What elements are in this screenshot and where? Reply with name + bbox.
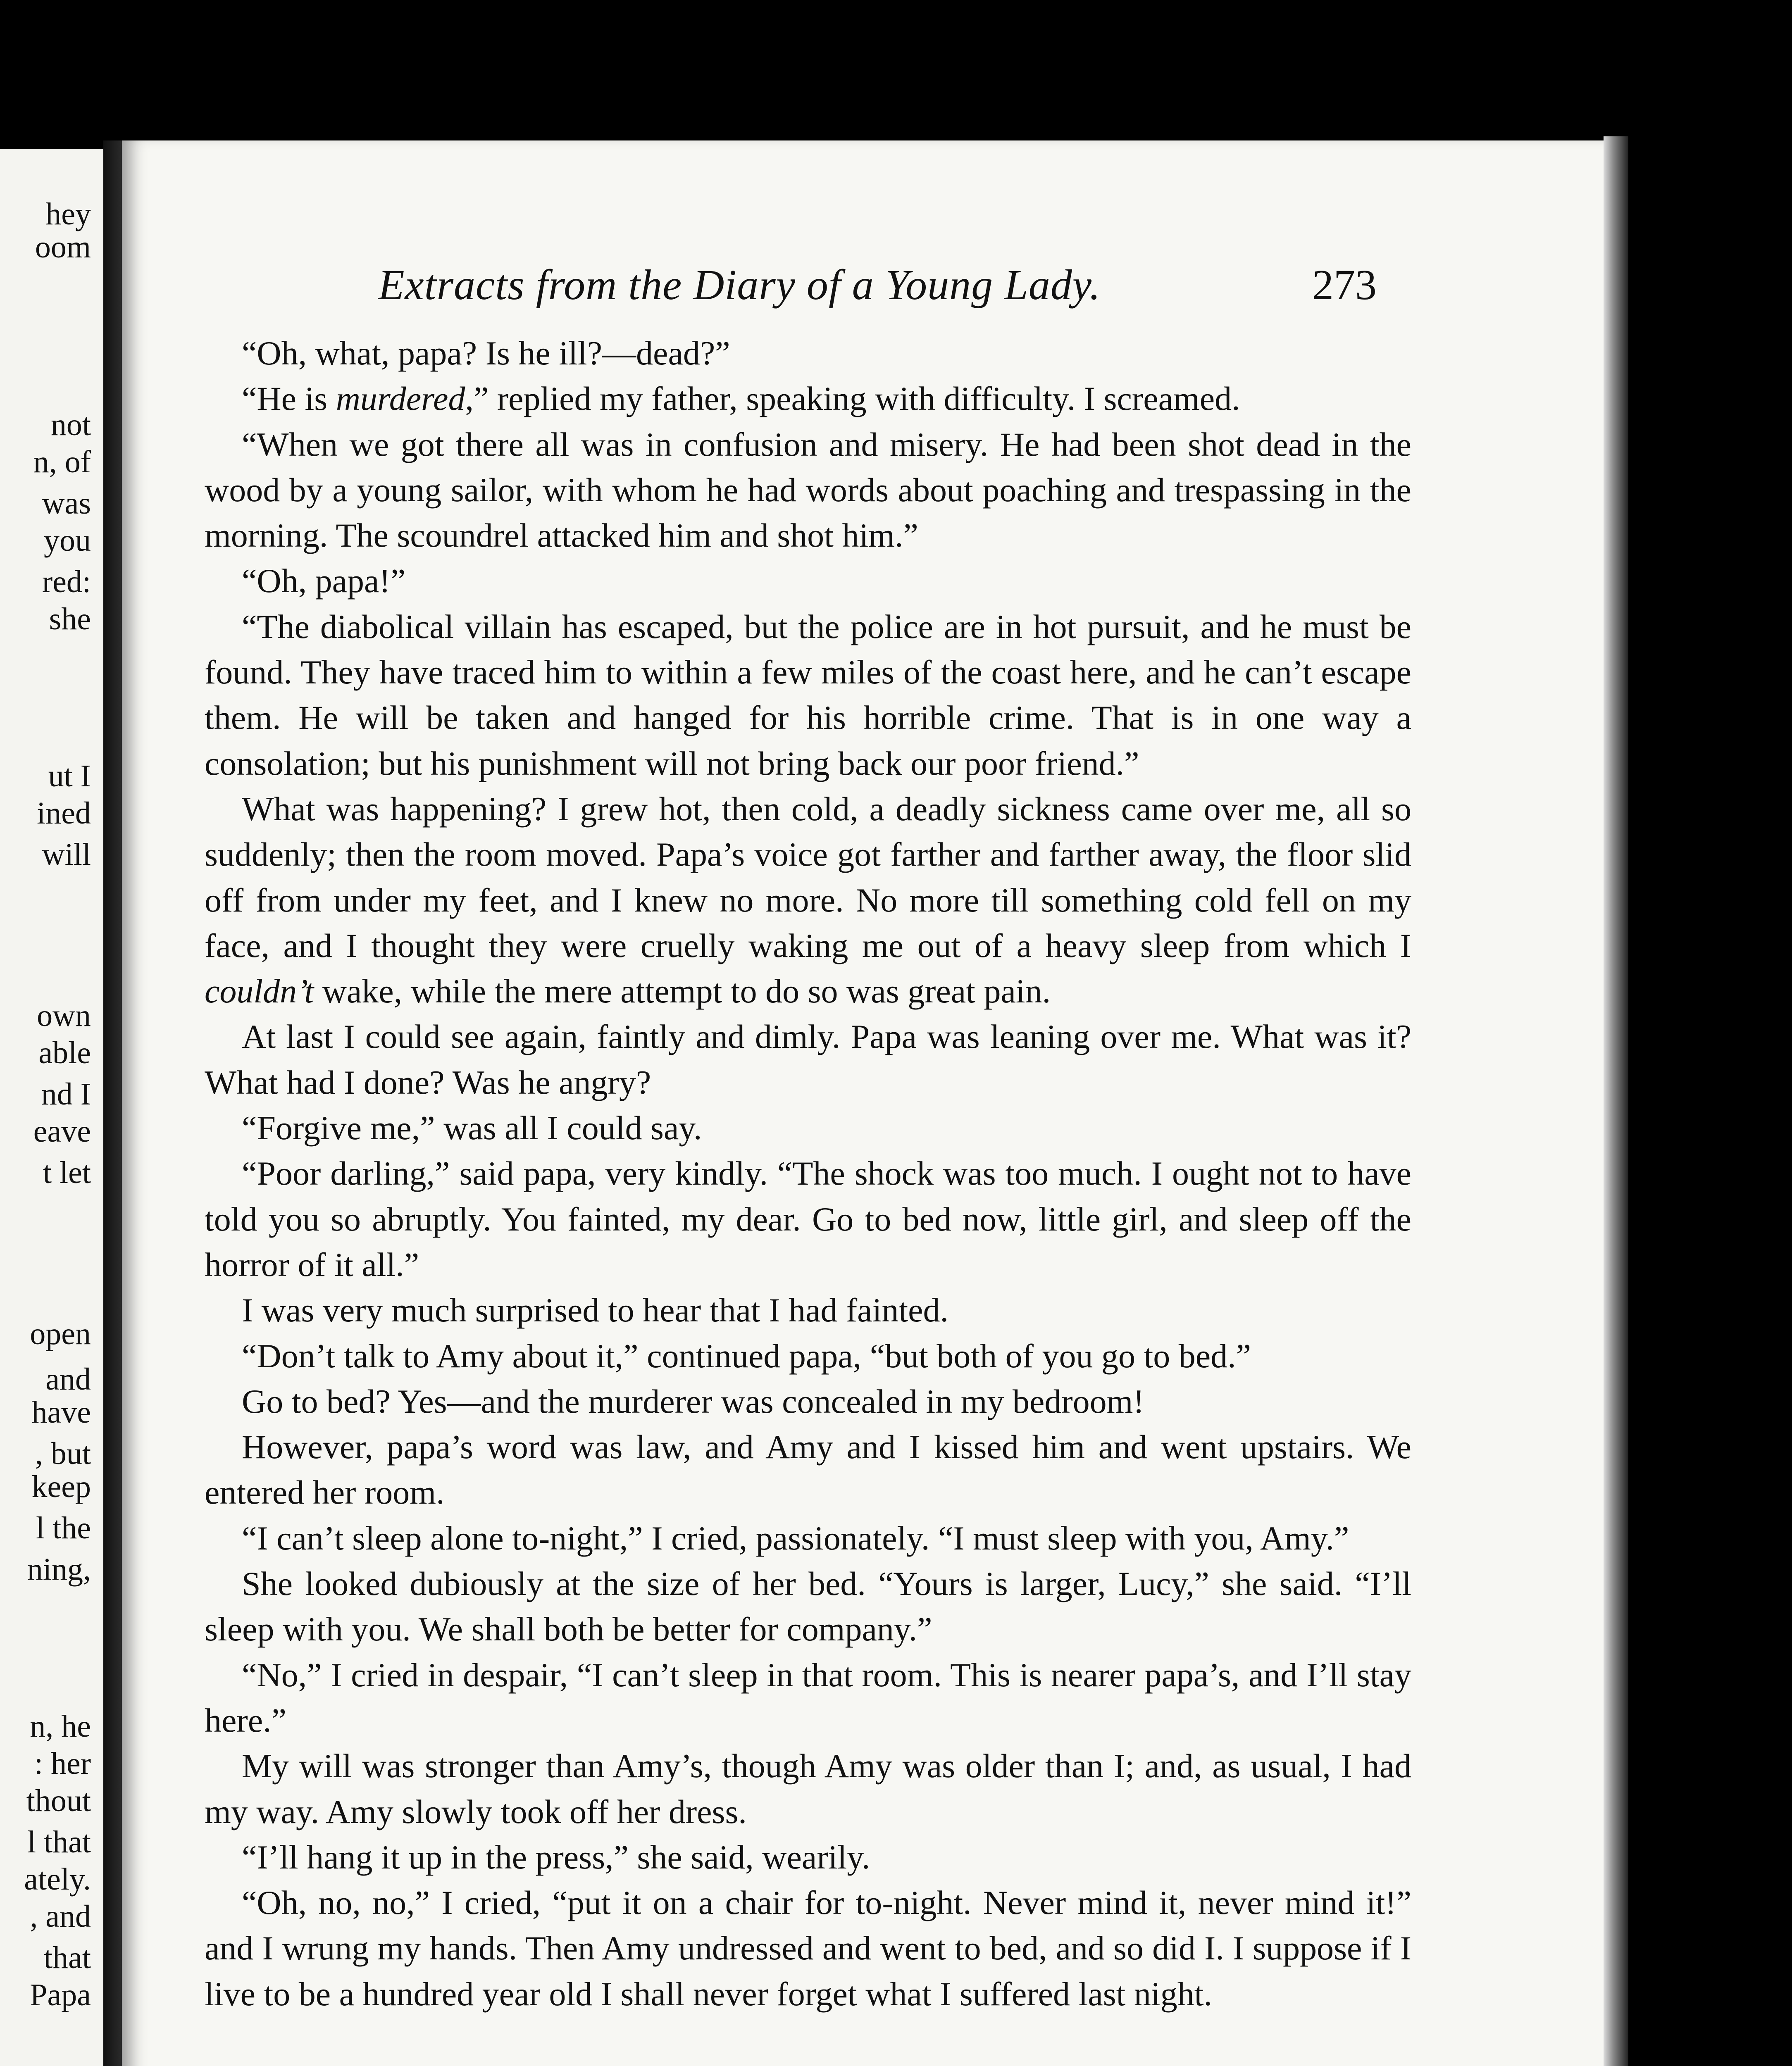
- left-page-fragment: was: [42, 486, 91, 521]
- left-page-fragment: red:: [42, 564, 91, 599]
- paragraph: “Oh, what, papa? Is he ill?—dead?”: [242, 334, 730, 372]
- left-facing-page: [0, 149, 103, 2066]
- paragraph: At last I could see again, faintly and dimly. Papa was leaning over me. What was it? What had I done? Was he angry?: [205, 1018, 1411, 1101]
- paragraph: “Don’t talk to Amy about it,” continued papa, “but both of you go to bed.”: [242, 1337, 1251, 1375]
- left-page-fragment: ined: [37, 796, 91, 831]
- left-page-fragment: hey: [45, 197, 91, 231]
- left-page-fragment: , but: [35, 1436, 91, 1471]
- paragraph: “No,” I cried in despair, “I can’t sleep in that room. This is nearer papa’s, and I’ll stay here.”: [205, 1656, 1411, 1739]
- left-page-fragment: that: [44, 1940, 91, 1975]
- paragraph: I was very much surprised to hear that I had fainted.: [242, 1291, 949, 1329]
- paragraph: “Poor darling,” said papa, very kindly. “The shock was too much. I ought not to have told you so abruptly. You fainted, my dear. Go to bed now, little girl, and sleep off the horror of it all.”: [205, 1154, 1411, 1283]
- left-page-fragment: will: [42, 837, 91, 872]
- page-edge: [1604, 136, 1628, 2066]
- left-page-fragment: keep: [31, 1469, 91, 1504]
- paragraph: However, papa’s word was law, and Amy and I kissed him and went upstairs. We entered her room.: [205, 1428, 1411, 1511]
- left-page-fragment: nd I: [41, 1077, 91, 1112]
- paragraph: “I can’t sleep alone to-night,” I cried, passionately. “I must sleep with you, Amy.”: [242, 1519, 1349, 1557]
- paragraph: My will was stronger than Amy’s, though Amy was older than I; and, as usual, I had my way. Amy slowly took off her dress.: [205, 1747, 1411, 1830]
- body-text: [205, 331, 1411, 2017]
- paragraph: Go to bed? Yes—and the murderer was concealed in my bedroom!: [242, 1382, 1144, 1420]
- left-page-fragment: and: [45, 1362, 91, 1397]
- paragraph: “When we got there all was in confusion and misery. He had been shot dead in the wood by a young sailor, with whom he had words about poaching and trespassing in the morning. The scoundrel attacked him and shot him.”: [205, 425, 1411, 555]
- paragraph: “Oh, papa!”: [242, 562, 406, 600]
- left-page-fragment: oom: [35, 230, 91, 264]
- left-page-fragment: able: [38, 1035, 91, 1070]
- left-page-fragment: t let: [43, 1155, 91, 1190]
- paragraph: “Oh, no, no,” I cried, “put it on a chair for to-night. Never mind it, never mind it!” and I wrung my hands. Then Amy undressed and went to bed, and so did I. I suppose if I live to be a hundred year old I shall never forget what I suffered last night.: [205, 1884, 1411, 2013]
- paragraph: “I’ll hang it up in the press,” she said, wearily.: [242, 1838, 870, 1876]
- book-page: [122, 140, 1604, 2066]
- page-number: 273: [1312, 261, 1377, 309]
- left-page-fragment: Papa: [30, 1978, 91, 2012]
- left-page-fragment: n, of: [33, 445, 91, 479]
- left-page-fragment: n, he: [30, 1709, 91, 1744]
- left-page-fragment: ately.: [24, 1862, 91, 1897]
- paragraph: “Forgive me,” was all I could say.: [242, 1109, 702, 1147]
- left-page-fragment: l that: [27, 1825, 91, 1859]
- left-page-fragment: eave: [33, 1114, 91, 1149]
- left-page-fragment: l the: [36, 1511, 91, 1545]
- left-page-fragment: ning,: [27, 1552, 91, 1587]
- left-page-fragment: you: [44, 523, 91, 558]
- left-page-fragment: ut I: [48, 759, 91, 793]
- paragraph: “The diabolical villain has escaped, but the police are in hot pursuit, and he must be found. They have traced him to within a few miles of the coast here, and he can’t escape them. He will be taken and hanged for his horrible crime. That is in one way a consolation; but his punishment will not bring back our poor friend.”: [205, 607, 1411, 782]
- left-page-fragment: , and: [30, 1899, 91, 1934]
- running-title: Extracts from the Diary of a Young Lady.: [378, 261, 1101, 309]
- paragraph: She looked dubiously at the size of her bed. “Yours is larger, Lucy,” she said. “I’ll sleep with you. We shall both be better for company.”: [205, 1565, 1411, 1648]
- left-page-fragment: thout: [26, 1783, 91, 1818]
- left-page-fragment: have: [31, 1395, 91, 1430]
- paragraph: “He is murdered,” replied my father, speaking with difficulty. I screamed.: [242, 380, 1240, 418]
- left-page-fragment: not: [50, 407, 91, 442]
- left-page-fragment: she: [49, 602, 91, 636]
- page-header: [122, 260, 1604, 318]
- left-page-fragment: open: [30, 1316, 91, 1351]
- left-page-fragment: : her: [34, 1746, 91, 1781]
- left-page-fragment: own: [37, 998, 91, 1033]
- paragraph: What was happening? I grew hot, then cold, a deadly sickness came over me, all so suddenly; then the room moved. Papa’s voice got farther and farther away, the floor slid off from under my feet, and I knew no more. No more till something cold fell on my face, and I thought they were cruelly waking me out of a heavy sleep from which I couldn’t wake, while the mere attempt to do so was great pain.: [205, 790, 1411, 1010]
